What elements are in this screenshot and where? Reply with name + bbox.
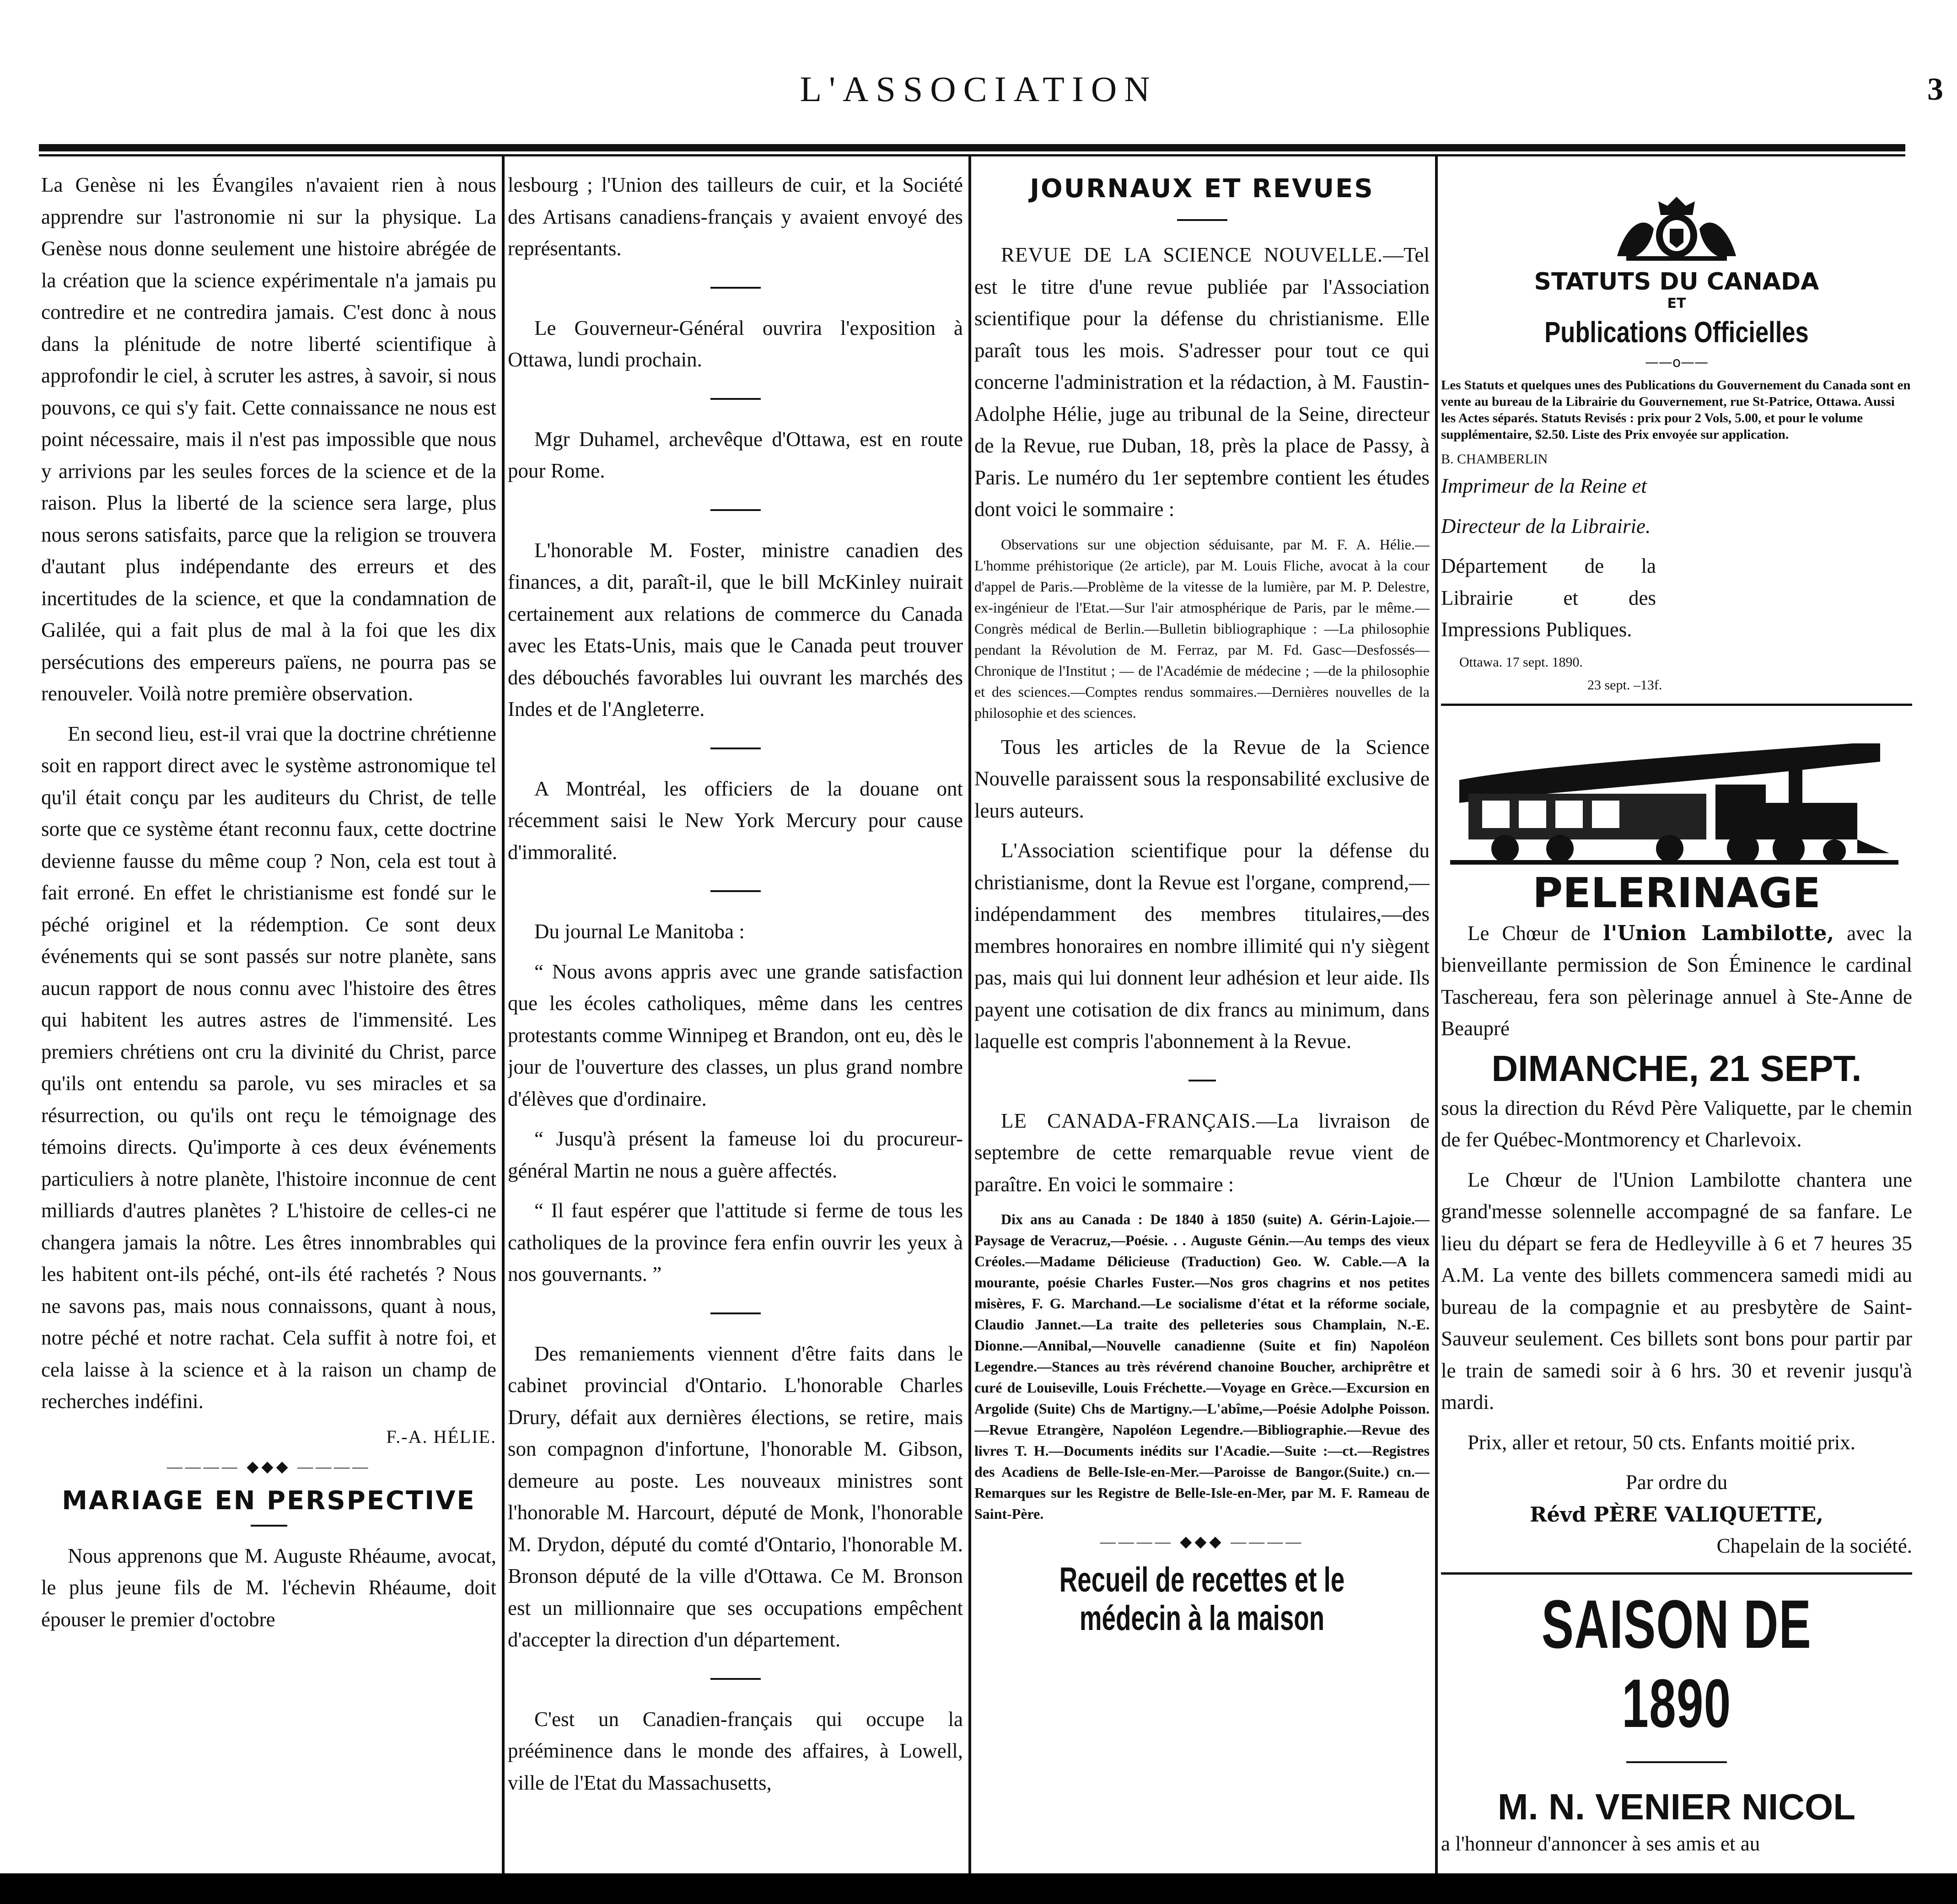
quote-paragraph: “ Il faut espérer que l'attitude si ferme de tous les catholiques de la province fera enfin ouvrir les yeux à nos gouvernants. ” — [508, 1199, 963, 1285]
quote-paragraph: “ Jusqu'à présent la fameuse loi du procureur-général Martin ne nous a guère affectés. — [508, 1127, 963, 1182]
ad-text — [1441, 917, 1912, 1045]
masthead — [0, 69, 1957, 124]
newspaper-title: L'ASSOCIATION — [800, 69, 1157, 109]
column-divider — [502, 156, 505, 1880]
ad-date: Ottawa. 17 sept. 1890. — [1459, 654, 1583, 670]
header-rule-thick — [39, 144, 1905, 151]
review-text: —Tel est le titre d'une revue publiée par l'Association scientifique pour la défense du christianisme. Elle paraît tous les mois. S'adresser pour tout ce qui concerne l'administration et la rédaction, à M. Faustin-Adolphe Hélie, juge au tribunal de la Seine, directeur de la Revue, rue Duban, 18, près la place de Passy, à Paris. Le numéro du 1er septembre contient les études dont voici le sommaire : — [974, 243, 1430, 521]
news-item: C'est un Canadien-français qui occupe la prééminence dans le monde des affaires, à Lowell, ville de l'Etat du Massachusetts, — [508, 1707, 963, 1794]
ad-signatory: Révd PÈRE VALIQUETTE, — [1530, 1502, 1823, 1527]
separator — [710, 748, 761, 749]
news-item: Le Gouverneur-Général ouvrira l'exposition à Ottawa, lundi prochain. — [508, 316, 963, 371]
article-paragraph: En second lieu, est-il vrai que la doctrine chrétienne soit en rapport direct avec le système astronomique tel qu'il était conçu par les auditeurs du Christ, de telle sorte que ce système étant reconnu faux, cette doctrine devienne fausse du même coup ? Non, cela est tout à fait erroné. En effet le christianisme est fondé sur le péché originel et la rédemption. Ce sont deux événements qui se sont passés sur notre planète, sans aucun rapport de nous connu avec l'histoire des êtres qui habitent les autres astres de l'immensité. Les premiers chrétiens ont cru la divinité du Christ, parce qu'ils ont entendu sa parole, vu ses miracles et sa résurrection, ou qu'ils ont reçu le témoignage des témoins directs. Qu'importe à ces deux événements particuliers à notre planète, l'histoire inconnue de cent milliards d'autres planètes ? L'histoire de celles-ci ne changera jamais la nôtre. Les êtres innombrables qui les habitent ont-ils péché, ont-ils été rachetés ? Nous ne savons pas, mais nous connaissons, quant à nous, notre péché et notre rachat. Cela suffit à notre foi, et cela laisse à la science et à la raison un champ de recherches indéfini. — [41, 722, 496, 1413]
article-paragraph: La Genèse ni les Évangiles n'avaient rien à nous apprendre sur l'astronomie ni sur la physique. La Genèse nous donne seulement une histoire abrégée de la création que la science expérimentale n'a jamais pu contredire et ne contredira jamais. C'est donc à nous dans la plénitude de notre liberté scientifique à approfondir le ciel, à scruter les astres, à savoir, si nous pouvons, ce qui s'y fait. Cette connaissance ne nous est point nécessaire, mais il n'est pas impossible que nous y arrivions par les seules forces de la science et de la raison. Plus la liberté de la science sera large, plus nous serons satisfaits, parce que la religion se trouvera d'autant plus indépendante des erreurs et des incertitudes de la science, et que la condamnation de Galilée, qui a fait plus de mal à la foi que les dix persécutions des empereurs païens, ne pourra pas se renouveler. Voilà notre première observation. — [41, 173, 496, 705]
ad-signatory-title: Chapelain de la société. — [1716, 1534, 1912, 1557]
column-2 — [508, 169, 963, 1871]
news-item: L'honorable M. Foster, ministre canadien des finances, a dit, paraît-il, que le bill McKinley nuirait certainement aux relations de commerce du Canada avec les Etats-Unis, mais que le Canada peut trouver des débouchés favorables lui ouvrant les marchés des Indes et de l'Angleterre. — [508, 538, 963, 721]
section-ornament: ———— ◆◆◆ ———— — [1100, 1533, 1304, 1550]
small-ornament: ——o—— — [1645, 355, 1709, 371]
separator — [710, 1678, 761, 1680]
review-paragraph — [974, 239, 1430, 526]
article-paragraph: Nous apprenons que M. Auguste Rhéaume, avocat, le plus jeune fils de M. l'échevin Rhéaume, doit épouser le premier d'octobre — [41, 1544, 496, 1631]
ad-text: Par ordre du — [1625, 1471, 1728, 1494]
ad-divider — [1441, 704, 1912, 706]
ad-text-part: Le Chœur de — [1468, 921, 1603, 945]
section-ornament: ———— ◆◆◆ ———— — [167, 1458, 371, 1475]
quote-paragraph: “ Nous avons appris avec une grande satisfaction que les écoles catholiques, même dans les centres protestants comme Winnipeg et Brandon, ont eu, dès le jour de l'ouverture des classes, un plus grand nombre d'élèves que d'ordinaire. — [508, 960, 963, 1110]
page-number: 3 — [1927, 72, 1943, 107]
ad-text: a l'honneur d'annoncer à ses amis et au — [1441, 1832, 1760, 1855]
section-heading: MARIAGE EN PERSPECTIVE — [62, 1485, 476, 1516]
news-item: Du journal Le Manitoba : — [534, 920, 745, 943]
separator — [251, 1525, 287, 1527]
ad-text: Prix, aller et retour, 50 cts. Enfants moitié prix. — [1468, 1431, 1855, 1454]
ad-heading: PELERINAGE — [1532, 869, 1821, 917]
royal-crest-icon — [1608, 188, 1745, 265]
review-title: LE CANADA-FRANÇAIS. — [1001, 1109, 1257, 1132]
column-3 — [974, 169, 1430, 1871]
review-text: —La livraison de septembre de cette remarquable revue vient de paraître. En voici le sommaire : — [974, 1109, 1430, 1196]
ad-text: Les Statuts et quelques unes des Publications du Gouvernement du Canada sont en vente au bureau de la Librairie du Gouvernement, rue St-Patrice, Ottawa. Aussi les Actes séparés. Statuts Revisés : prix pour 2 Vols, 5.00, et pour le volume supplémentaire, $2.50. Liste des Prix envoyée sur application. — [1441, 378, 1911, 442]
column-1 — [41, 169, 496, 1871]
article-paragraph: lesbourg ; l'Union des tailleurs de cuir, et la Société des Artisans canadiens-français y avaient envoyé des représentants. — [508, 173, 963, 260]
author-signature: F.-A. HÉLIE. — [386, 1426, 496, 1447]
ad-title: Imprimeur de la Reine et — [1441, 474, 1647, 497]
ad-divider — [1441, 1572, 1912, 1575]
locomotive-icon — [1441, 716, 1903, 867]
ad-text-part: avec la bienveillante permission de Son Éminence le cardinal Taschereau, fera son pèlerinage annuel à Ste-Anne de Beaupré — [1441, 921, 1912, 1040]
review-title: REVUE DE LA SCIENCE NOUVELLE. — [1001, 243, 1383, 266]
ad-heading: STATUTS DU CANADA — [1534, 268, 1819, 296]
ad-title: Directeur de la Librairie. — [1441, 514, 1651, 538]
ad-text-bold: l'Union Lambilotte, — [1603, 920, 1834, 945]
review-paragraph — [974, 1105, 1430, 1201]
news-item: A Montréal, les officiers de la douane ont récemment saisi le New York Mercury pour cause d'immoralité. — [508, 777, 963, 864]
news-item: Mgr Duhamel, archevêque d'Ottawa, est en route pour Rome. — [508, 427, 963, 482]
ad-name: B. CHAMBERLIN — [1441, 452, 1548, 467]
ad-text: Le Chœur de l'Union Lambilotte chantera une grand'messe solennelle accompagné de sa fanfare. Le lieu du départ se fera de Hedleyville à 6 et 7 heures 35 A.M. La vente des billets commencera samedi midi au bureau de la compagnie et au presbytère de Saint-Sauveur seulement. Ces billets sont bons pour partir par le train de samedi soir à 6 hrs. 30 et revenir jusqu'à mardi. — [1441, 1168, 1912, 1414]
ad-heading: M. N. VENIER NICOL — [1497, 1786, 1856, 1827]
column-divider — [1435, 156, 1438, 1880]
ad-date-heading: DIMANCHE, 21 SEPT. — [1491, 1048, 1862, 1089]
column-divider — [968, 156, 971, 1880]
separator — [710, 1312, 761, 1314]
separator — [1626, 1761, 1727, 1763]
section-heading: Recueil de recettes et le médecin à la maison — [1059, 1560, 1345, 1638]
section-heading: JOURNAUX ET REVUES — [1030, 174, 1374, 204]
ad-heading: SAISON DE 1890 — [1541, 1585, 1812, 1742]
ad-conjunction: ET — [1667, 296, 1686, 312]
ad-date: 23 sept. –13f. — [1587, 677, 1662, 693]
column-4-advertisements — [1441, 169, 1912, 1871]
review-contents: Dix ans au Canada : De 1840 à 1850 (suite) A. Gérin-Lajoie.—Paysage de Veracruz,—Poésie. . . Auguste Génin.—Au temps des vieux Créoles.—Madame Délicieuse (Traduction) Geo. W. Cable.—A la mourante, poésie Charles Fuster.—Nos gros chagrins et nos petites misères, F. G. Marchand.—Le socialisme d'état et la réforme sociale, Claudio Jannet.—La traite des pelleteries sous Champlain, N.-E. Dionne.—Annibal,—Nouvelle canadienne (Suite et fin) Napoléon Legendre.—Stances au très révérend chanoine Boucher, archiprêtre et curé de Louiseville, Louis Fréchette.—Voyage en Grèce.—Excursion en Argolide (Suite) Chs de Martigny.—L'abîme,—Poésie Adolphe Poisson.—Revue Etrangère, Napoléon Legendre.—Bibliographie.—Revue des livres T. H.—Documents inédits sur l'Acadie.—Suite :—ct.—Registres des Acadiens de Belle-Isle-en-Mer.—Paroisse de Bangor.(Suite.) cn.—Remarques sur les Registre de Belle-Isle-en-Mer, par M. F. Rameau de Saint-Père. — [974, 1211, 1430, 1522]
ad-department: Département de la Librairie et des Impressions Publiques. — [1441, 554, 1656, 641]
separator — [1177, 219, 1227, 221]
review-paragraph: L'Association scientifique pour la défense du christianisme, dont la Revue est l'organe, comprend,—indépendamment des membres titulaires,—des membres honoraires en nombre illimité qui n'y siègent pas, mais qui lui donnent leur adhésion et leur aide. Ils payent une cotisation de dix francs au minimum, dans laquelle est compris l'abonnement à la Revue. — [974, 839, 1430, 1053]
review-contents: Observations sur une objection séduisante, par M. F. A. Hélie.—L'homme préhistorique (2e article), par M. Louis Fliche, avocat à la cour d'appel de Paris.—Problème de la vitesse de la lumière, par M. P. Delestre, ex-ingénieur de l'Etat.—Sur l'air atmosphérique de Paris, par le même.—Congrès médical de Berlin.—Bulletin bibliographique : —La philosophie pendant la Révolution de M. Ferraz, par M. Fd. Gasc—Desfossés—Chronique de l'Institut ; — de l'Académie de médecine ; —de la philosophie et des sciences.—Comptes rendus sommaires.—Dernières nouvelles de la philosophie et des sciences. — [974, 536, 1430, 721]
separator — [1188, 1080, 1216, 1081]
news-item: Des remaniements viennent d'être faits dans le cabinet provincial d'Ontario. L'honorable Charles Drury, défait aux dernières élections, se retire, mais son compagnon d'infortune, l'honorable M. Gibson, demeure au poste. Les nouveaux ministres sont l'honorable M. Harcourt, député de Monk, l'honorable M. Drydon, député du comté d'Ontario, l'honorable M. Bronson député de la ville d'Ottawa. Ce M. Bronson est un millionnaire que ses occupations empêchent d'accepter la direction d'un département. — [508, 1342, 963, 1651]
ad-text: sous la direction du Révd Père Valiquette, par le chemin de fer Québec-Montmorency et Charlevoix. — [1441, 1096, 1912, 1151]
separator — [710, 287, 761, 289]
separator — [710, 890, 761, 892]
ad-heading: Publications Officielles — [1544, 316, 1809, 349]
page-bottom-edge — [0, 1873, 1957, 1904]
separator — [710, 398, 761, 400]
header-rule-thin — [39, 154, 1905, 156]
separator — [710, 509, 761, 511]
review-paragraph: Tous les articles de la Revue de la Science Nouvelle paraissent sous la responsabilité exclusive de leurs auteurs. — [974, 735, 1430, 822]
